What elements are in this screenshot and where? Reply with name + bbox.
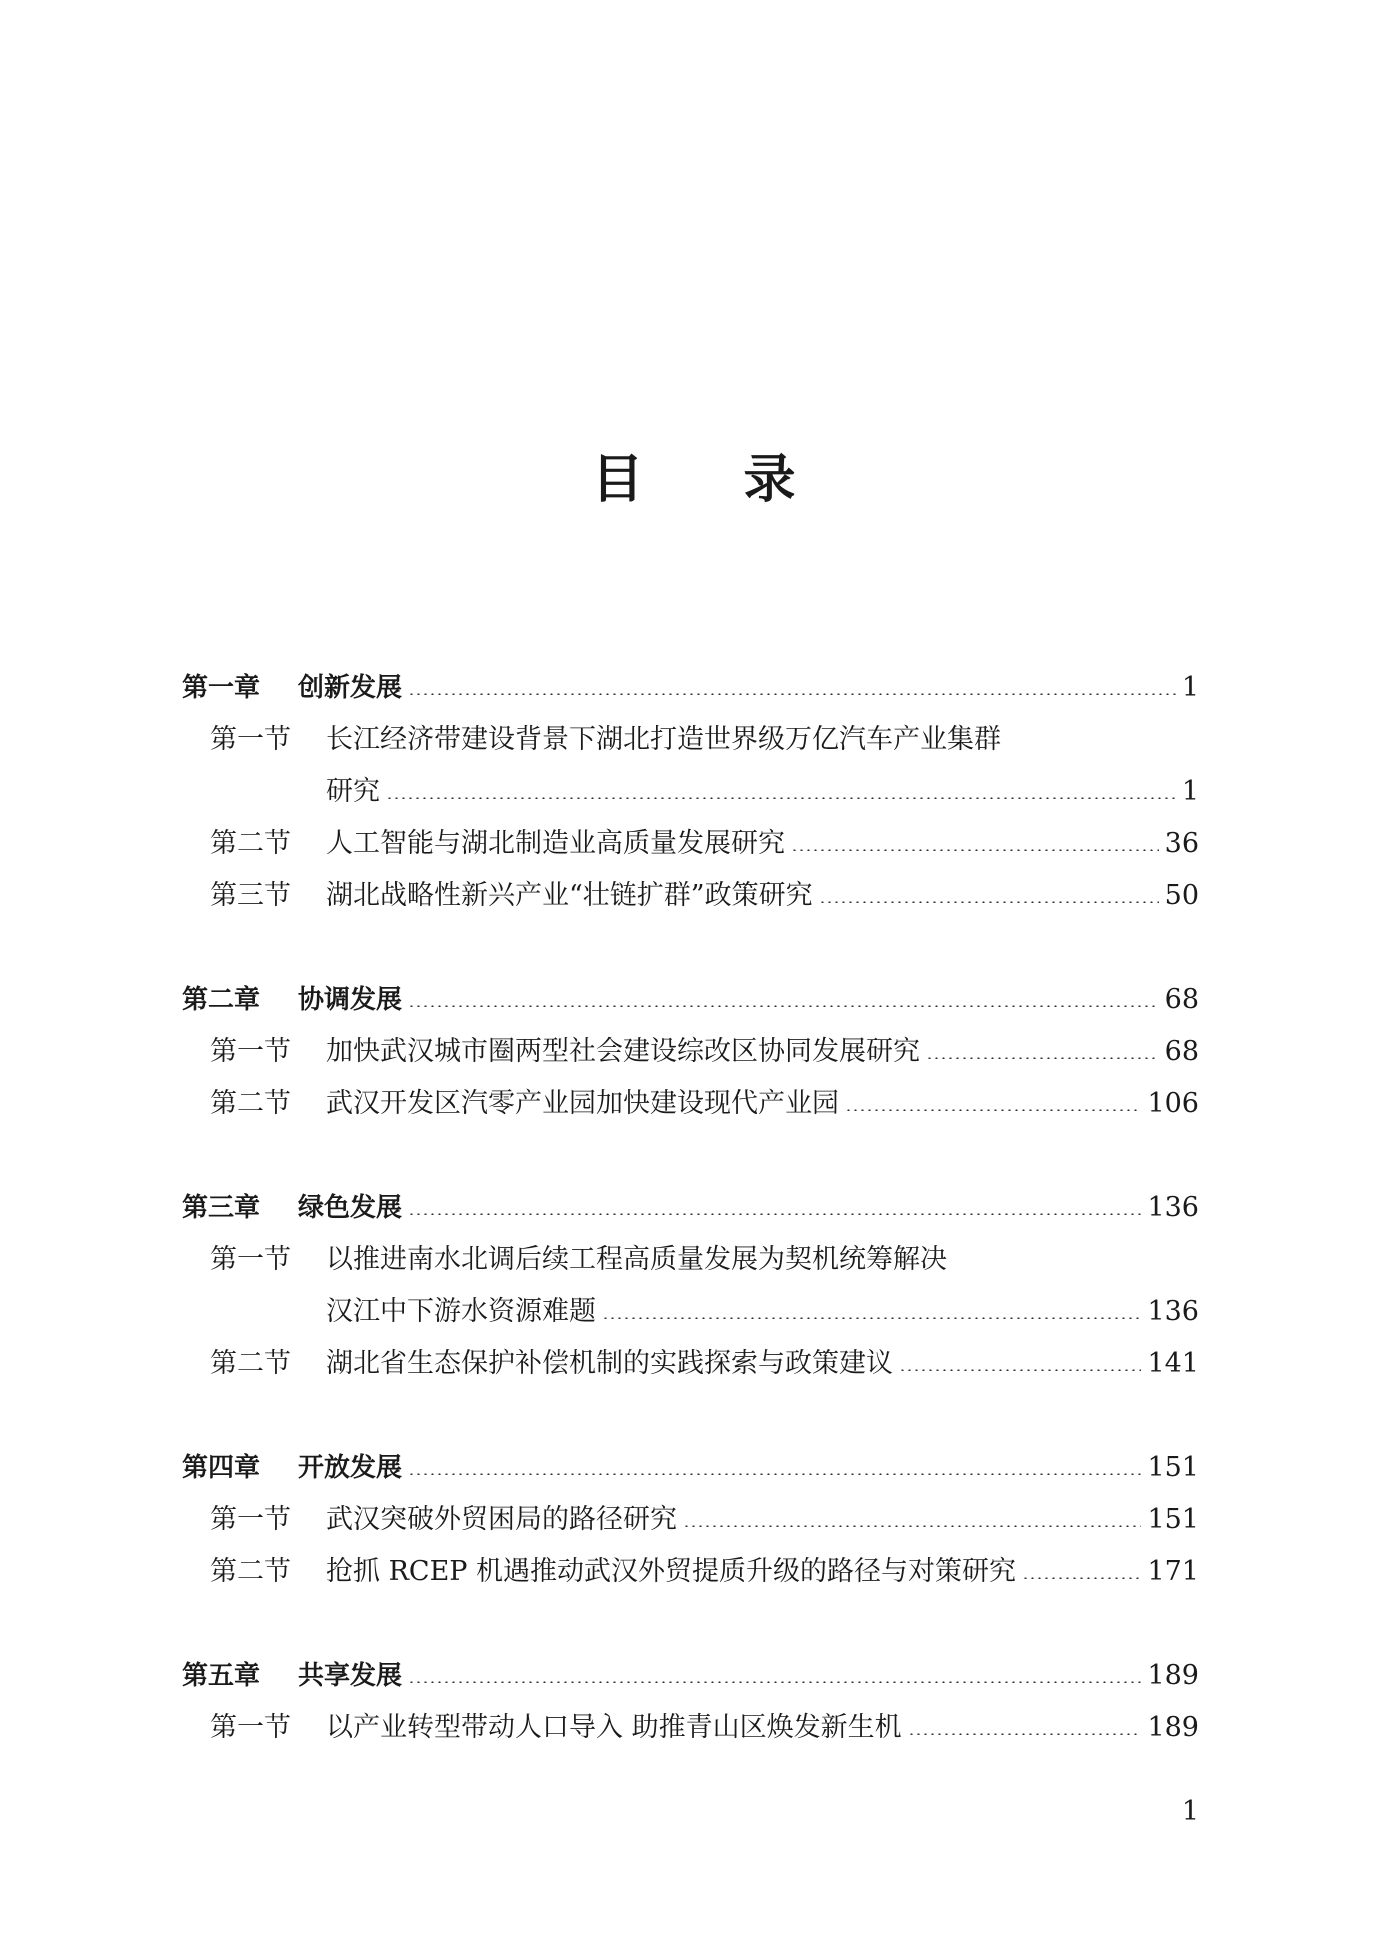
page-number: 141 bbox=[1147, 1348, 1199, 1379]
page-number: 1 bbox=[1181, 776, 1199, 807]
toc-section-continuation[interactable] bbox=[326, 772, 1199, 812]
toc-section-row[interactable] bbox=[210, 720, 1001, 760]
section-title: 人工智能与湖北制造业高质量发展研究 bbox=[326, 828, 785, 859]
toc-section-row[interactable] bbox=[210, 1552, 1199, 1592]
page-number: 68 bbox=[1164, 1036, 1199, 1067]
toc-chapter-row[interactable] bbox=[182, 980, 1199, 1020]
section-label: 第一节 bbox=[210, 1712, 291, 1743]
page-number: 171 bbox=[1147, 1556, 1199, 1587]
toc-section-row[interactable] bbox=[210, 1500, 1199, 1540]
page-number: 50 bbox=[1164, 880, 1199, 911]
section-label: 第一节 bbox=[210, 1036, 291, 1067]
page-number: 1 bbox=[1181, 672, 1199, 703]
chapter-label: 第五章 bbox=[182, 1661, 261, 1691]
page-number: 106 bbox=[1147, 1088, 1199, 1119]
dot-leader bbox=[899, 1369, 1141, 1371]
section-title-continuation: 汉江中下游水资源难题 bbox=[326, 1296, 596, 1327]
chapter-label: 第一章 bbox=[182, 673, 261, 703]
section-title: 以推进南水北调后续工程高质量发展为契机统筹解决 bbox=[326, 1244, 947, 1275]
section-label: 第二节 bbox=[210, 828, 291, 859]
dot-leader bbox=[408, 1005, 1159, 1007]
page-number: 36 bbox=[1164, 828, 1199, 859]
chapter-title: 协调发展 bbox=[298, 985, 403, 1015]
dot-leader bbox=[408, 1681, 1141, 1683]
section-title-continuation: 研究 bbox=[326, 776, 380, 807]
toc-chapter-row[interactable] bbox=[182, 1188, 1199, 1228]
section-title: 抢抓 RCEP 机遇推动武汉外贸提质升级的路径与对策研究 bbox=[326, 1556, 1017, 1587]
folio-page-number: 1 bbox=[1181, 1796, 1199, 1827]
toc-chapter-row[interactable] bbox=[182, 1656, 1199, 1696]
dot-leader bbox=[819, 901, 1159, 903]
toc-section-row[interactable] bbox=[210, 1032, 1199, 1072]
chapter-label: 第二章 bbox=[182, 985, 261, 1015]
chapter-title: 共享发展 bbox=[298, 1661, 403, 1691]
page-number: 136 bbox=[1147, 1192, 1199, 1223]
toc-section-row[interactable] bbox=[210, 824, 1199, 864]
dot-leader bbox=[408, 1213, 1141, 1215]
section-label: 第二节 bbox=[210, 1088, 291, 1119]
page-number: 151 bbox=[1147, 1504, 1199, 1535]
toc-section-row[interactable] bbox=[210, 1708, 1199, 1748]
toc-chapter-row[interactable] bbox=[182, 668, 1199, 708]
toc-section-row[interactable] bbox=[210, 1344, 1199, 1384]
page-number: 68 bbox=[1164, 984, 1199, 1015]
dot-leader bbox=[791, 849, 1159, 851]
section-label: 第一节 bbox=[210, 1244, 291, 1275]
toc-section-row[interactable] bbox=[210, 1240, 947, 1280]
chapter-label: 第三章 bbox=[182, 1193, 261, 1223]
toc-section-continuation[interactable] bbox=[326, 1292, 1199, 1332]
toc-chapter-row[interactable] bbox=[182, 1448, 1199, 1488]
section-label: 第二节 bbox=[210, 1556, 291, 1587]
page-number: 189 bbox=[1147, 1660, 1199, 1691]
section-title: 加快武汉城市圈两型社会建设综改区协同发展研究 bbox=[326, 1036, 920, 1067]
dot-leader bbox=[386, 797, 1176, 799]
page-number: 136 bbox=[1147, 1296, 1199, 1327]
chapter-title: 创新发展 bbox=[298, 673, 403, 703]
section-label: 第二节 bbox=[210, 1348, 291, 1379]
section-title: 湖北省生态保护补偿机制的实践探索与政策建议 bbox=[326, 1348, 893, 1379]
section-title: 以产业转型带动人口导入 助推青山区焕发新生机 bbox=[326, 1712, 902, 1743]
dot-leader bbox=[602, 1317, 1141, 1319]
dot-leader bbox=[408, 693, 1176, 695]
section-label: 第一节 bbox=[210, 1504, 291, 1535]
section-title: 长江经济带建设背景下湖北打造世界级万亿汽车产业集群 bbox=[326, 724, 1001, 755]
chapter-title: 绿色发展 bbox=[298, 1193, 403, 1223]
section-label: 第三节 bbox=[210, 880, 291, 911]
page-title: 目录 bbox=[591, 449, 896, 510]
dot-leader bbox=[908, 1733, 1142, 1735]
section-title: 武汉突破外贸困局的路径研究 bbox=[326, 1504, 677, 1535]
toc-section-row[interactable] bbox=[210, 1084, 1199, 1124]
dot-leader bbox=[683, 1525, 1141, 1527]
page-number: 151 bbox=[1147, 1452, 1199, 1483]
chapter-title: 开放发展 bbox=[298, 1453, 403, 1483]
section-title: 湖北战略性新兴产业“壮链扩群”政策研究 bbox=[326, 880, 813, 911]
toc-section-row[interactable] bbox=[210, 876, 1199, 916]
dot-leader bbox=[1022, 1577, 1141, 1579]
section-label: 第一节 bbox=[210, 724, 291, 755]
page-number: 189 bbox=[1147, 1712, 1199, 1743]
dot-leader bbox=[408, 1473, 1141, 1475]
section-title: 武汉开发区汽零产业园加快建设现代产业园 bbox=[326, 1088, 839, 1119]
dot-leader bbox=[926, 1057, 1159, 1059]
chapter-label: 第四章 bbox=[182, 1453, 261, 1483]
dot-leader bbox=[845, 1109, 1141, 1111]
